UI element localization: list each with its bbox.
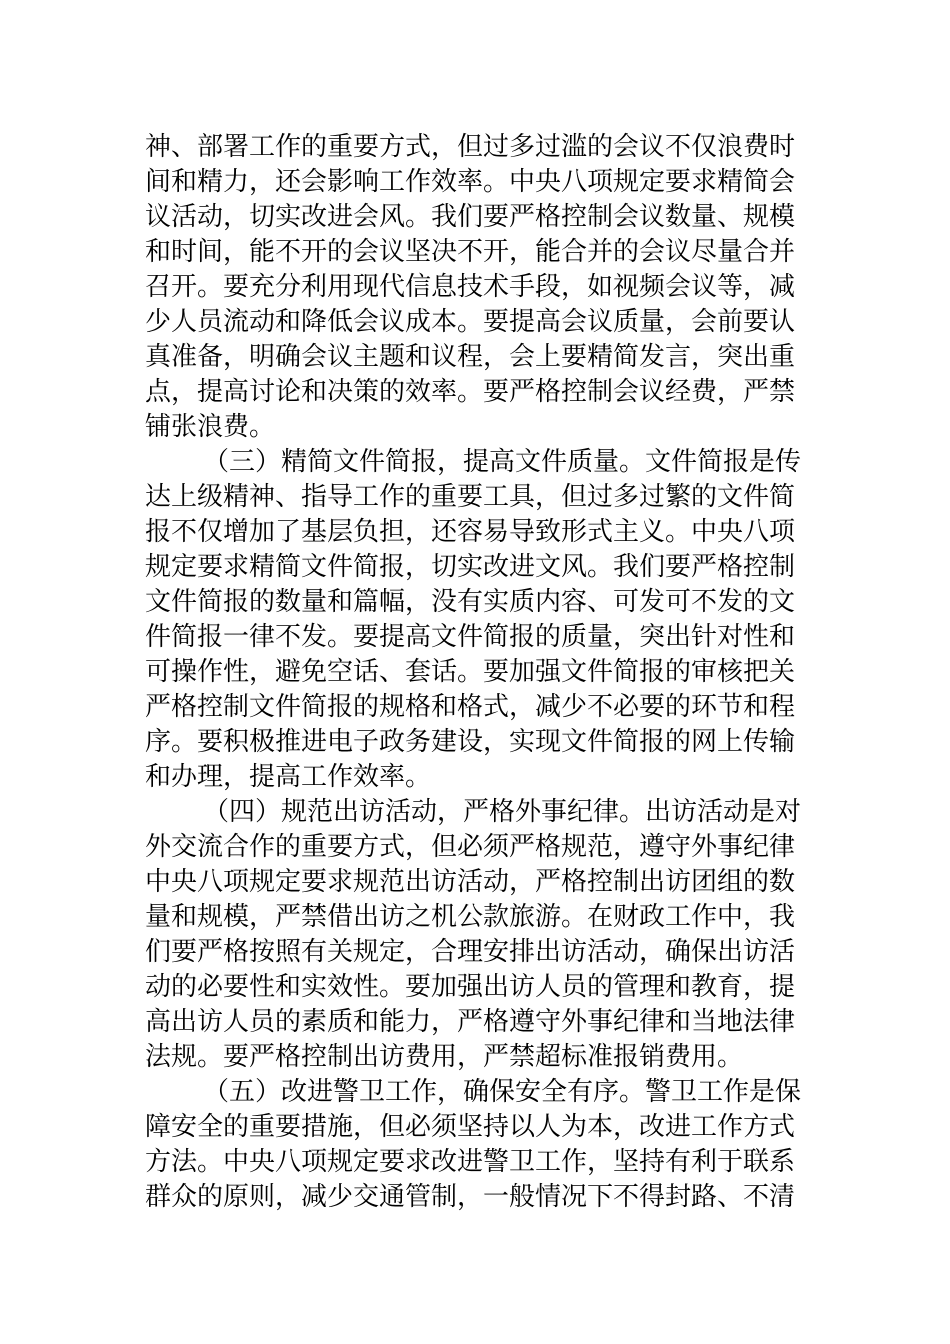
text-line: 和时间，能不开的会议坚决不开，能合并的会议尽量合并 [145,237,796,267]
text-line: 动的必要性和实效性。要加强出访人员的管理和教育，提 [145,972,796,1002]
text-line: 议活动，切实改进会风。我们要严格控制会议数量、规模 [145,202,796,232]
text-line: 们要严格按照有关规定，合理安排出访活动，确保出访活 [145,937,796,967]
text-line: 序。要积极推进电子政务建设，实现文件简报的网上传输 [145,727,796,757]
body-text [145,130,807,1215]
text-line: 报不仅增加了基层负担，还容易导致形式主义。中央八项 [145,517,796,547]
text-line: 真准备，明确会议主题和议程，会上要精简发言，突出重 [145,342,796,372]
text-line: 中央八项规定要求规范出访活动，严格控制出访团组的数 [145,867,796,897]
text-line: 神、部署工作的重要方式，但过多过滥的会议不仅浪费时 [145,132,796,162]
text-line: 外交流合作的重要方式，但必须严格规范，遵守外事纪律 [145,832,796,862]
text-line: 和办理，提高工作效率。 [145,762,432,792]
text-line: 文件简报的数量和篇幅，没有实质内容、可发可不发的文 [145,587,796,617]
text-line: 量和规模，严禁借出访之机公款旅游。在财政工作中，我 [145,902,796,932]
text-line: 障安全的重要措施，但必须坚持以人为本，改进工作方式 [145,1112,796,1142]
paragraph-heading-line: （三）精简文件简报，提高文件质量。文件简报是传 [203,447,802,477]
paragraph-heading-line: （五）改进警卫工作，确保安全有序。警卫工作是保 [203,1077,802,1107]
text-line: 点，提高讨论和决策的效率。要严格控制会议经费，严禁 [145,377,796,407]
text-line: 少人员流动和降低会议成本。要提高会议质量，会前要认 [145,307,796,337]
paragraph-heading-line: （四）规范出访活动，严格外事纪律。出访活动是对 [203,797,802,827]
text-line: 严格控制文件简报的规格和格式，减少不必要的环节和程 [145,692,796,722]
text-line: 高出访人员的素质和能力，严格遵守外事纪律和当地法律 [145,1007,796,1037]
text-line: 达上级精神、指导工作的重要工具，但过多过繁的文件简 [145,482,796,512]
text-line: 可操作性，避免空话、套话。要加强文件简报的审核把关 [145,657,796,687]
text-line: 群众的原则，减少交通管制，一般情况下不得封路、不清 [145,1182,796,1212]
text-line: 规定要求精简文件简报，切实改进文风。我们要严格控制 [145,552,796,582]
text-line: 方法。中央八项规定要求改进警卫工作，坚持有利于联系 [145,1147,796,1177]
text-line: 法规。要严格控制出访费用，严禁超标准报销费用。 [145,1042,744,1072]
text-line: 件简报一律不发。要提高文件简报的质量，突出针对性和 [145,622,796,652]
text-line: 召开。要充分利用现代信息技术手段，如视频会议等，减 [145,272,796,302]
text-line: 间和精力，还会影响工作效率。中央八项规定要求精简会 [145,167,796,197]
text-line: 铺张浪费。 [145,412,276,442]
